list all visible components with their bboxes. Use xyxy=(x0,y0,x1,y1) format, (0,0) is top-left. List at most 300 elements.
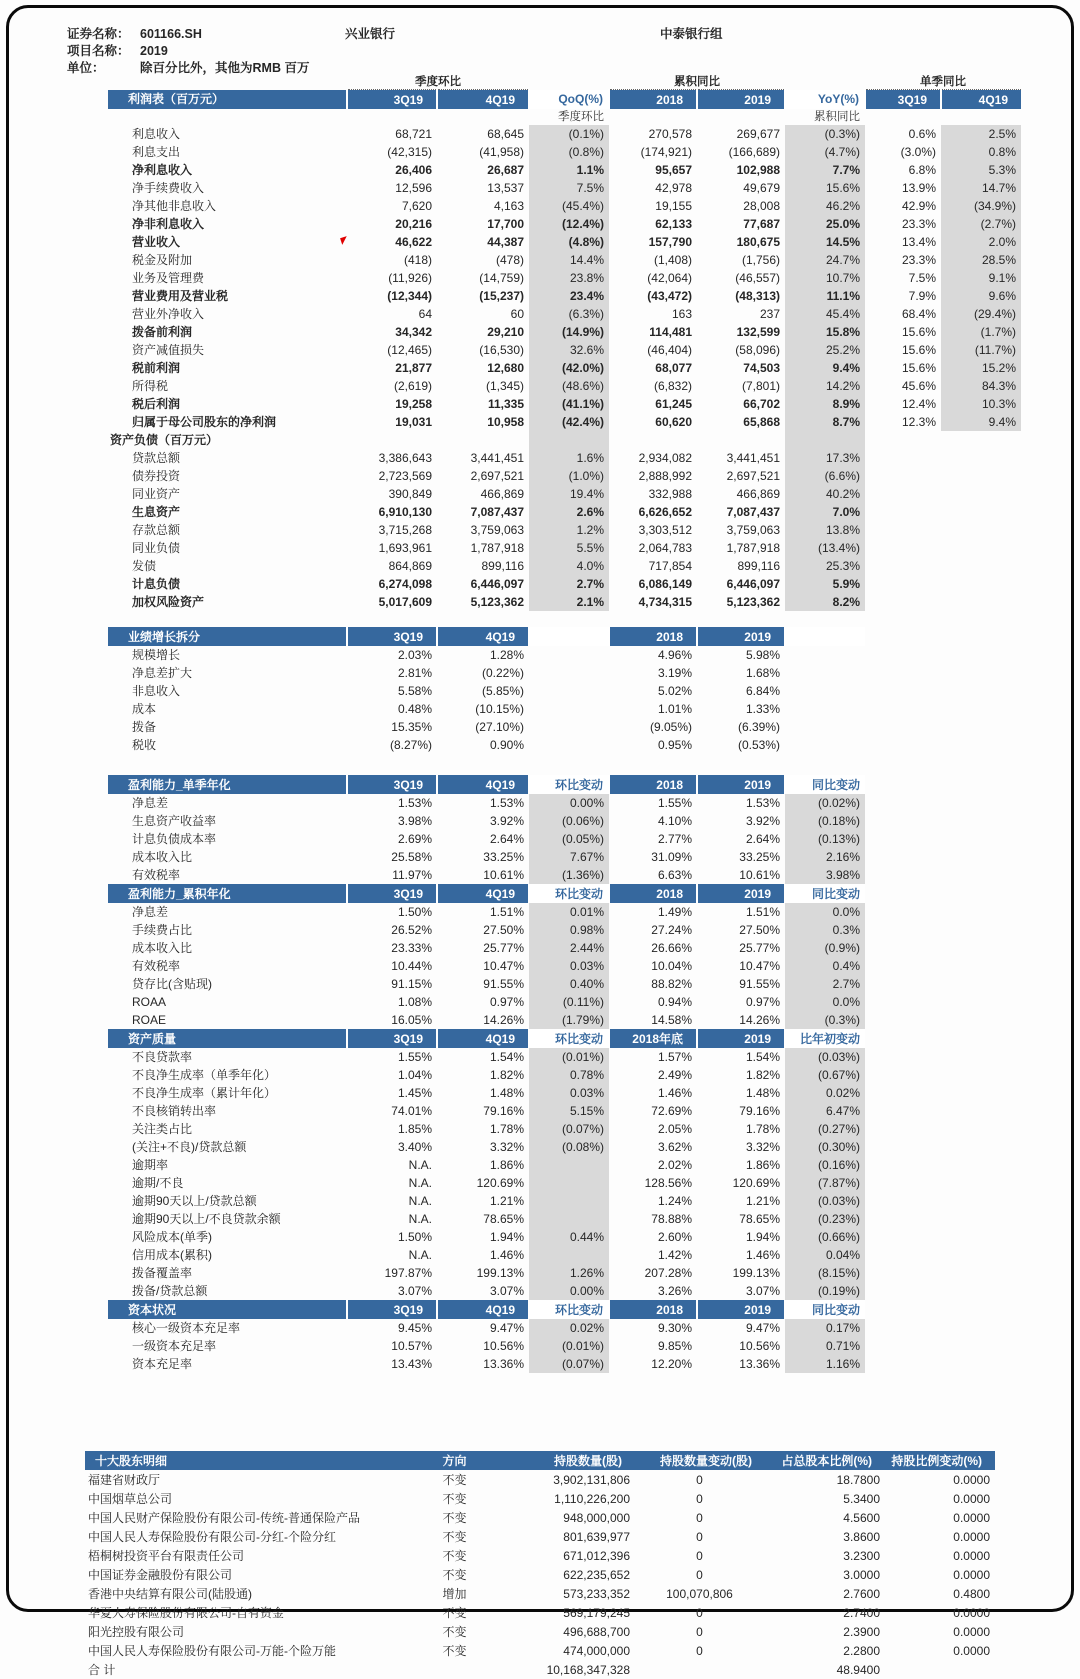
value-cell: 5.15% xyxy=(529,1102,609,1120)
row-label: 同业负债 xyxy=(132,541,181,555)
value-cell: 46,622 xyxy=(395,235,432,249)
data-row xyxy=(108,830,865,848)
value-cell: 14.2% xyxy=(785,377,865,395)
data-row xyxy=(108,413,1021,431)
column-header: 2019 xyxy=(697,627,785,646)
column-header: 环比变动 xyxy=(529,1300,609,1319)
value-cell: 2.02% xyxy=(657,1158,692,1172)
spacer-cell xyxy=(697,109,785,125)
value-cell: (0.08%) xyxy=(529,1138,609,1156)
data-row xyxy=(108,1264,865,1282)
value-cell: 45.4% xyxy=(785,305,865,323)
value-cell: 7.67% xyxy=(529,848,609,866)
percent-cell: 3.8600 xyxy=(843,1529,880,1544)
row-label: 税金及附加 xyxy=(132,253,193,267)
quantity-cell: 569,179,245 xyxy=(563,1605,630,1620)
spacer-cell xyxy=(609,109,697,125)
value-cell: 6.84% xyxy=(745,684,780,698)
value-cell: 0.00% xyxy=(529,1282,609,1300)
value-cell: (0.01%) xyxy=(529,1048,609,1066)
value-cell: (42,064) xyxy=(647,271,692,285)
value-cell: 1.42% xyxy=(657,1248,692,1262)
data-row xyxy=(108,682,865,700)
section-table xyxy=(108,775,865,884)
value-cell: 5.9% xyxy=(785,575,865,593)
value-cell: 0.02% xyxy=(529,1319,609,1337)
value-cell: 60,620 xyxy=(655,415,692,429)
value-cell: 19,031 xyxy=(395,415,432,429)
column-header: 3Q19 xyxy=(865,90,941,110)
percent-change-cell: 0.0000 xyxy=(953,1643,990,1658)
value-cell: 0.17% xyxy=(785,1319,865,1337)
value-cell: N.A. xyxy=(408,1212,432,1226)
value-cell: 12,596 xyxy=(395,181,432,195)
column-header: 2019 xyxy=(697,1029,785,1048)
column-header: 3Q19 xyxy=(347,775,437,794)
shareholder-name: 中国人民人寿保险股份有限公司-分红-个险分红 xyxy=(88,1529,336,1544)
value-cell: 3.07% xyxy=(745,1284,780,1298)
column-header: 比年初变动 xyxy=(785,1029,865,1048)
value-cell: (0.02%) xyxy=(785,794,865,812)
value-cell: 2,934,082 xyxy=(638,451,692,465)
row-label: 有效税率 xyxy=(132,868,181,882)
value-cell: (0.01%) xyxy=(529,1337,609,1355)
value-cell: (0.11%) xyxy=(529,993,609,1011)
percent-cell: 5.3400 xyxy=(843,1491,880,1506)
data-row xyxy=(108,251,1021,269)
row-label: 计息负债成本率 xyxy=(132,832,217,846)
spacer-cell xyxy=(865,431,941,449)
value-cell: 62,133 xyxy=(655,217,692,231)
table-header-row xyxy=(85,1451,995,1470)
value-cell: 1.28% xyxy=(489,648,524,662)
percent-cell: 2.7600 xyxy=(843,1586,880,1601)
value-cell: 1.51% xyxy=(489,905,524,919)
sub-header-row xyxy=(108,109,1021,125)
data-row xyxy=(108,557,1021,575)
value-cell: 0.00% xyxy=(529,794,609,812)
spacer-cell xyxy=(785,431,865,449)
row-label: 债券投资 xyxy=(132,469,181,483)
value-cell: 0.44% xyxy=(529,1228,609,1246)
value-cell: 32.6% xyxy=(529,341,609,359)
data-row xyxy=(108,1319,865,1337)
sub-header-label: 季度环比 xyxy=(558,111,604,123)
value-cell: 3,759,063 xyxy=(726,523,780,537)
direction-cell: 增加 xyxy=(442,1586,467,1601)
value-cell: 17.3% xyxy=(785,449,865,467)
value-cell: 0.97% xyxy=(489,995,524,1009)
value-cell: 25.77% xyxy=(483,941,524,955)
value-cell: 1.1% xyxy=(529,161,609,179)
quantity-cell: 622,235,652 xyxy=(563,1567,630,1582)
row-label: 逾期/不良 xyxy=(132,1176,184,1190)
value-cell: 1.46% xyxy=(657,1086,692,1100)
value-cell: (0.19%) xyxy=(785,1282,865,1300)
value-cell xyxy=(529,1174,609,1192)
value-cell: (46,557) xyxy=(735,271,780,285)
shareholder-name: 中国证券金融股份有限公司 xyxy=(88,1567,233,1582)
value-cell: 4,734,315 xyxy=(638,595,692,609)
value-cell xyxy=(941,485,1021,503)
value-cell: (41,958) xyxy=(479,145,524,159)
value-cell: (418) xyxy=(403,253,432,267)
value-cell: 26,406 xyxy=(395,163,432,177)
spacer-cell xyxy=(529,431,609,449)
value-cell: 5.5% xyxy=(529,539,609,557)
shareholder-name: 华夏人寿保险股份有限公司-自有资金 xyxy=(88,1605,284,1620)
row-label: 所得税 xyxy=(132,379,169,393)
value-cell: 10,958 xyxy=(487,415,524,429)
value-cell: 2.0% xyxy=(941,233,1021,251)
spacer-cell xyxy=(785,627,865,646)
data-row xyxy=(108,395,1021,413)
column-group-label: 单季同比 xyxy=(865,75,1021,90)
value-cell: 7.5% xyxy=(529,179,609,197)
value-cell: (1.79%) xyxy=(529,1011,609,1029)
value-cell xyxy=(941,503,1021,521)
value-cell: 2,723,569 xyxy=(378,469,432,483)
value-cell: 40.2% xyxy=(785,485,865,503)
value-cell: 2.64% xyxy=(489,832,524,846)
value-cell: 1.04% xyxy=(397,1068,432,1082)
percent-cell: 3.2300 xyxy=(843,1548,880,1563)
value-cell: 6,274,098 xyxy=(378,577,432,591)
value-cell: 899,116 xyxy=(737,559,780,573)
value-cell: 0.95% xyxy=(657,738,692,752)
column-header: 2018 xyxy=(609,775,697,794)
value-cell: 68,645 xyxy=(487,127,524,141)
value-cell: (0.05%) xyxy=(529,830,609,848)
row-label: 逾期90天以上/不良贷款余额 xyxy=(132,1212,281,1226)
value-cell: 2.7% xyxy=(529,575,609,593)
value-cell: 4.0% xyxy=(529,557,609,575)
value-cell: (8.27%) xyxy=(389,738,432,752)
quantity-cell: 801,639,977 xyxy=(563,1529,630,1544)
value-cell: 899,116 xyxy=(481,559,524,573)
value-cell: 9.4% xyxy=(785,359,865,377)
column-header: 2018 xyxy=(609,884,697,903)
percent-change-cell: 0.0000 xyxy=(953,1605,990,1620)
row-label: 加权风险资产 xyxy=(132,595,205,609)
value-cell: (0.06%) xyxy=(529,812,609,830)
value-cell: 28,008 xyxy=(743,199,780,213)
quantity-change-cell: 0 xyxy=(696,1472,703,1487)
value-cell: 2,697,521 xyxy=(470,469,524,483)
table-header-row xyxy=(108,90,1021,110)
column-header: 4Q19 xyxy=(941,90,1021,110)
value-cell: 9.4% xyxy=(941,413,1021,431)
quantity-change-cell: 0 xyxy=(696,1567,703,1582)
row-label: 存款总额 xyxy=(132,523,181,537)
table-title: 盈利能力_累积年化 xyxy=(108,884,347,903)
row-label: 生息资产收益率 xyxy=(132,814,217,828)
value-cell: 2.16% xyxy=(785,848,865,866)
column-header: YoY(%) xyxy=(785,90,865,110)
row-label: 成本收入比 xyxy=(132,941,193,955)
row-label: 计息负债 xyxy=(132,577,181,591)
quantity-change-cell: 0 xyxy=(696,1605,703,1620)
value-cell xyxy=(941,521,1021,539)
percent-cell: 3.0000 xyxy=(843,1567,880,1582)
shareholder-name: 香港中央结算有限公司(陆股通) xyxy=(88,1586,252,1601)
value-cell: 10.47% xyxy=(483,959,524,973)
value-cell xyxy=(865,593,941,611)
value-cell xyxy=(865,503,941,521)
row-label: 不良净生成率（累计年化） xyxy=(132,1086,277,1100)
value-cell: 270,578 xyxy=(648,127,692,141)
direction-cell: 不变 xyxy=(442,1643,467,1658)
value-cell: 1.08% xyxy=(397,995,432,1009)
value-cell: 2.64% xyxy=(745,832,780,846)
value-cell: 6,446,097 xyxy=(726,577,780,591)
total-row xyxy=(85,1660,995,1679)
value-cell: 10.7% xyxy=(785,269,865,287)
data-row xyxy=(108,718,865,736)
value-cell: (0.27%) xyxy=(785,1120,865,1138)
value-cell: N.A. xyxy=(408,1176,432,1190)
percent-cell: 2.2800 xyxy=(843,1643,880,1658)
value-cell: 8.2% xyxy=(785,593,865,611)
value-cell: 27.24% xyxy=(651,923,692,937)
shareholder-row xyxy=(85,1527,995,1546)
value-cell: 10.47% xyxy=(739,959,780,973)
direction-cell: 不变 xyxy=(442,1624,467,1639)
percent-change-cell: 0.0000 xyxy=(953,1624,990,1639)
column-header: QoQ(%) xyxy=(529,90,609,110)
value-cell: (34.9%) xyxy=(941,197,1021,215)
value-cell: 13.36% xyxy=(483,1357,524,1371)
value-cell xyxy=(529,736,609,754)
value-cell: (8.15%) xyxy=(785,1264,865,1282)
value-cell: 3.32% xyxy=(489,1140,524,1154)
value-cell: (0.13%) xyxy=(785,830,865,848)
table-title: 利润表（百万元） xyxy=(108,90,347,110)
data-row xyxy=(108,1011,865,1029)
column-header: 2019 xyxy=(697,884,785,903)
value-cell: 1.2% xyxy=(529,521,609,539)
value-cell: 10.04% xyxy=(651,959,692,973)
value-cell: 1.78% xyxy=(745,1122,780,1136)
data-row xyxy=(108,1228,865,1246)
spacer-cell xyxy=(885,1660,995,1679)
value-cell: 9.47% xyxy=(489,1321,524,1335)
value-cell: 1.21% xyxy=(745,1194,780,1208)
spacer-cell xyxy=(347,109,437,125)
shareholder-row xyxy=(85,1508,995,1527)
value-cell: 7.9% xyxy=(908,289,936,303)
value-cell: 1.50% xyxy=(397,905,432,919)
data-row xyxy=(108,794,865,812)
data-row xyxy=(108,1337,865,1355)
value-cell: (6.3%) xyxy=(529,305,609,323)
value-cell: (45.4%) xyxy=(529,197,609,215)
value-cell: 1.6% xyxy=(529,449,609,467)
spacer-cell xyxy=(785,75,865,90)
value-cell: (15,237) xyxy=(479,289,524,303)
quantity-change-cell: 0 xyxy=(696,1624,703,1639)
column-header: 3Q19 xyxy=(347,1029,437,1048)
spacer-cell xyxy=(865,109,941,125)
value-cell: 7.0% xyxy=(785,503,865,521)
value-cell: 34,342 xyxy=(395,325,432,339)
value-cell: 66,702 xyxy=(743,397,780,411)
row-label: 成本收入比 xyxy=(132,850,193,864)
value-cell: 5,123,362 xyxy=(470,595,524,609)
column-header: 2019 xyxy=(697,775,785,794)
data-row xyxy=(108,939,865,957)
value-cell: 269,677 xyxy=(736,127,780,141)
value-cell: 0.90% xyxy=(489,738,524,752)
row-label: 贷款总额 xyxy=(132,451,181,465)
value-cell: 65,868 xyxy=(743,415,780,429)
value-cell: 1.86% xyxy=(745,1158,780,1172)
value-cell xyxy=(941,557,1021,575)
value-cell: 88.82% xyxy=(651,977,692,991)
value-cell: 1,693,961 xyxy=(378,541,432,555)
value-cell: 0.78% xyxy=(529,1066,609,1084)
value-cell: (9.05%) xyxy=(649,720,692,734)
quantity-change-cell: 0 xyxy=(696,1510,703,1525)
value-cell: 68,721 xyxy=(395,127,432,141)
value-cell: 5.98% xyxy=(745,648,780,662)
quantity-cell: 671,012,396 xyxy=(563,1548,630,1563)
value-cell: 13.9% xyxy=(901,181,936,195)
percent-change-cell: 0.0000 xyxy=(953,1567,990,1582)
value-cell: 6.8% xyxy=(908,163,936,177)
value-cell: (0.53%) xyxy=(737,738,780,752)
row-label: 拨备覆盖率 xyxy=(132,1266,193,1280)
value-cell: (13.4%) xyxy=(785,539,865,557)
value-cell: 1.46% xyxy=(745,1248,780,1262)
spacer-cell xyxy=(941,109,1021,125)
row-label: 税收 xyxy=(132,738,157,752)
value-cell: 1.54% xyxy=(745,1050,780,1064)
total-label: 合 计 xyxy=(88,1662,116,1677)
value-cell xyxy=(529,682,609,700)
value-cell: (0.22%) xyxy=(481,666,524,680)
data-row xyxy=(108,485,1021,503)
value-cell: 1.85% xyxy=(397,1122,432,1136)
data-row xyxy=(108,812,865,830)
value-cell: 15.35% xyxy=(391,720,432,734)
column-group-label: 累积同比 xyxy=(609,75,785,90)
value-cell: 1.54% xyxy=(489,1050,524,1064)
value-cell: (14.9%) xyxy=(529,323,609,341)
report-header xyxy=(67,24,1080,75)
section-label-row xyxy=(108,431,1021,449)
value-cell: 29,210 xyxy=(487,325,524,339)
value-cell: 0.01% xyxy=(529,903,609,921)
table-header-row xyxy=(108,884,865,903)
value-cell: (12,344) xyxy=(387,289,432,303)
value-cell: 9.6% xyxy=(941,287,1021,305)
value-cell: 21,877 xyxy=(395,361,432,375)
table-title: 资本状况 xyxy=(108,1300,347,1319)
value-cell: 0.4% xyxy=(785,957,865,975)
data-row xyxy=(108,1282,865,1300)
value-cell: 3.19% xyxy=(657,666,692,680)
row-label: 风险成本(单季) xyxy=(132,1230,212,1244)
value-cell: 12.3% xyxy=(901,415,936,429)
value-cell: 4,163 xyxy=(493,199,524,213)
data-row xyxy=(108,593,1021,611)
column-header: 环比变动 xyxy=(529,884,609,903)
value-cell: 1.50% xyxy=(397,1230,432,1244)
value-cell: 0.04% xyxy=(785,1246,865,1264)
value-cell: 0.6% xyxy=(908,127,936,141)
data-row xyxy=(108,1156,865,1174)
value-cell: 33.25% xyxy=(739,850,780,864)
value-cell: (27.10%) xyxy=(475,720,524,734)
value-cell xyxy=(785,646,865,664)
value-cell: 1.55% xyxy=(397,1050,432,1064)
value-cell: 23.3% xyxy=(901,253,936,267)
value-cell: 4.10% xyxy=(657,814,692,828)
data-row xyxy=(108,700,865,718)
value-cell: 46.2% xyxy=(785,197,865,215)
quantity-change-cell: 100,070,806 xyxy=(666,1586,733,1601)
value-cell: 13.43% xyxy=(391,1357,432,1371)
value-cell: 78.65% xyxy=(483,1212,524,1226)
value-cell xyxy=(941,593,1021,611)
row-label: 贷存比(含贴现) xyxy=(132,977,212,991)
spacer-cell xyxy=(529,627,609,646)
value-cell xyxy=(529,664,609,682)
value-cell: 78.88% xyxy=(651,1212,692,1226)
value-cell: 79.16% xyxy=(739,1104,780,1118)
value-cell: (14,759) xyxy=(479,271,524,285)
value-cell xyxy=(785,664,865,682)
value-cell: 15.2% xyxy=(941,359,1021,377)
data-row xyxy=(108,341,1021,359)
metric-sections xyxy=(0,627,1080,1373)
value-cell xyxy=(941,467,1021,485)
value-cell: 14.58% xyxy=(651,1013,692,1027)
quantity-change-cell: 0 xyxy=(696,1548,703,1563)
data-row xyxy=(108,975,865,993)
column-header: 4Q19 xyxy=(437,90,529,110)
value-cell: 466,869 xyxy=(480,487,524,501)
sub-header-label: 累积同比 xyxy=(814,111,860,123)
value-cell: 68,077 xyxy=(655,361,692,375)
data-row xyxy=(108,848,865,866)
value-cell: 19,258 xyxy=(395,397,432,411)
value-cell: 11,335 xyxy=(487,397,524,411)
section-table xyxy=(108,1029,865,1300)
row-label: 净其他非息收入 xyxy=(132,199,217,213)
data-row xyxy=(108,467,1021,485)
value-cell: 7,087,437 xyxy=(470,505,524,519)
data-row xyxy=(108,1192,865,1210)
value-cell: (7.87%) xyxy=(785,1174,865,1192)
value-cell: 42,978 xyxy=(655,181,692,195)
value-cell: 15.8% xyxy=(785,323,865,341)
data-row xyxy=(108,125,1021,143)
table-header-row xyxy=(108,1300,865,1319)
value-cell xyxy=(529,1246,609,1264)
value-cell: (0.18%) xyxy=(785,812,865,830)
value-cell xyxy=(785,718,865,736)
value-cell: (3.0%) xyxy=(900,145,936,159)
row-label: 不良核销转出率 xyxy=(132,1104,217,1118)
row-label: 核心一级资本充足率 xyxy=(132,1321,241,1335)
value-cell: 2.7% xyxy=(785,975,865,993)
value-cell: 1.24% xyxy=(657,1194,692,1208)
column-header: 3Q19 xyxy=(347,627,437,646)
column-header: 占总股本比例(%) xyxy=(765,1451,885,1470)
value-cell: 1.82% xyxy=(745,1068,780,1082)
